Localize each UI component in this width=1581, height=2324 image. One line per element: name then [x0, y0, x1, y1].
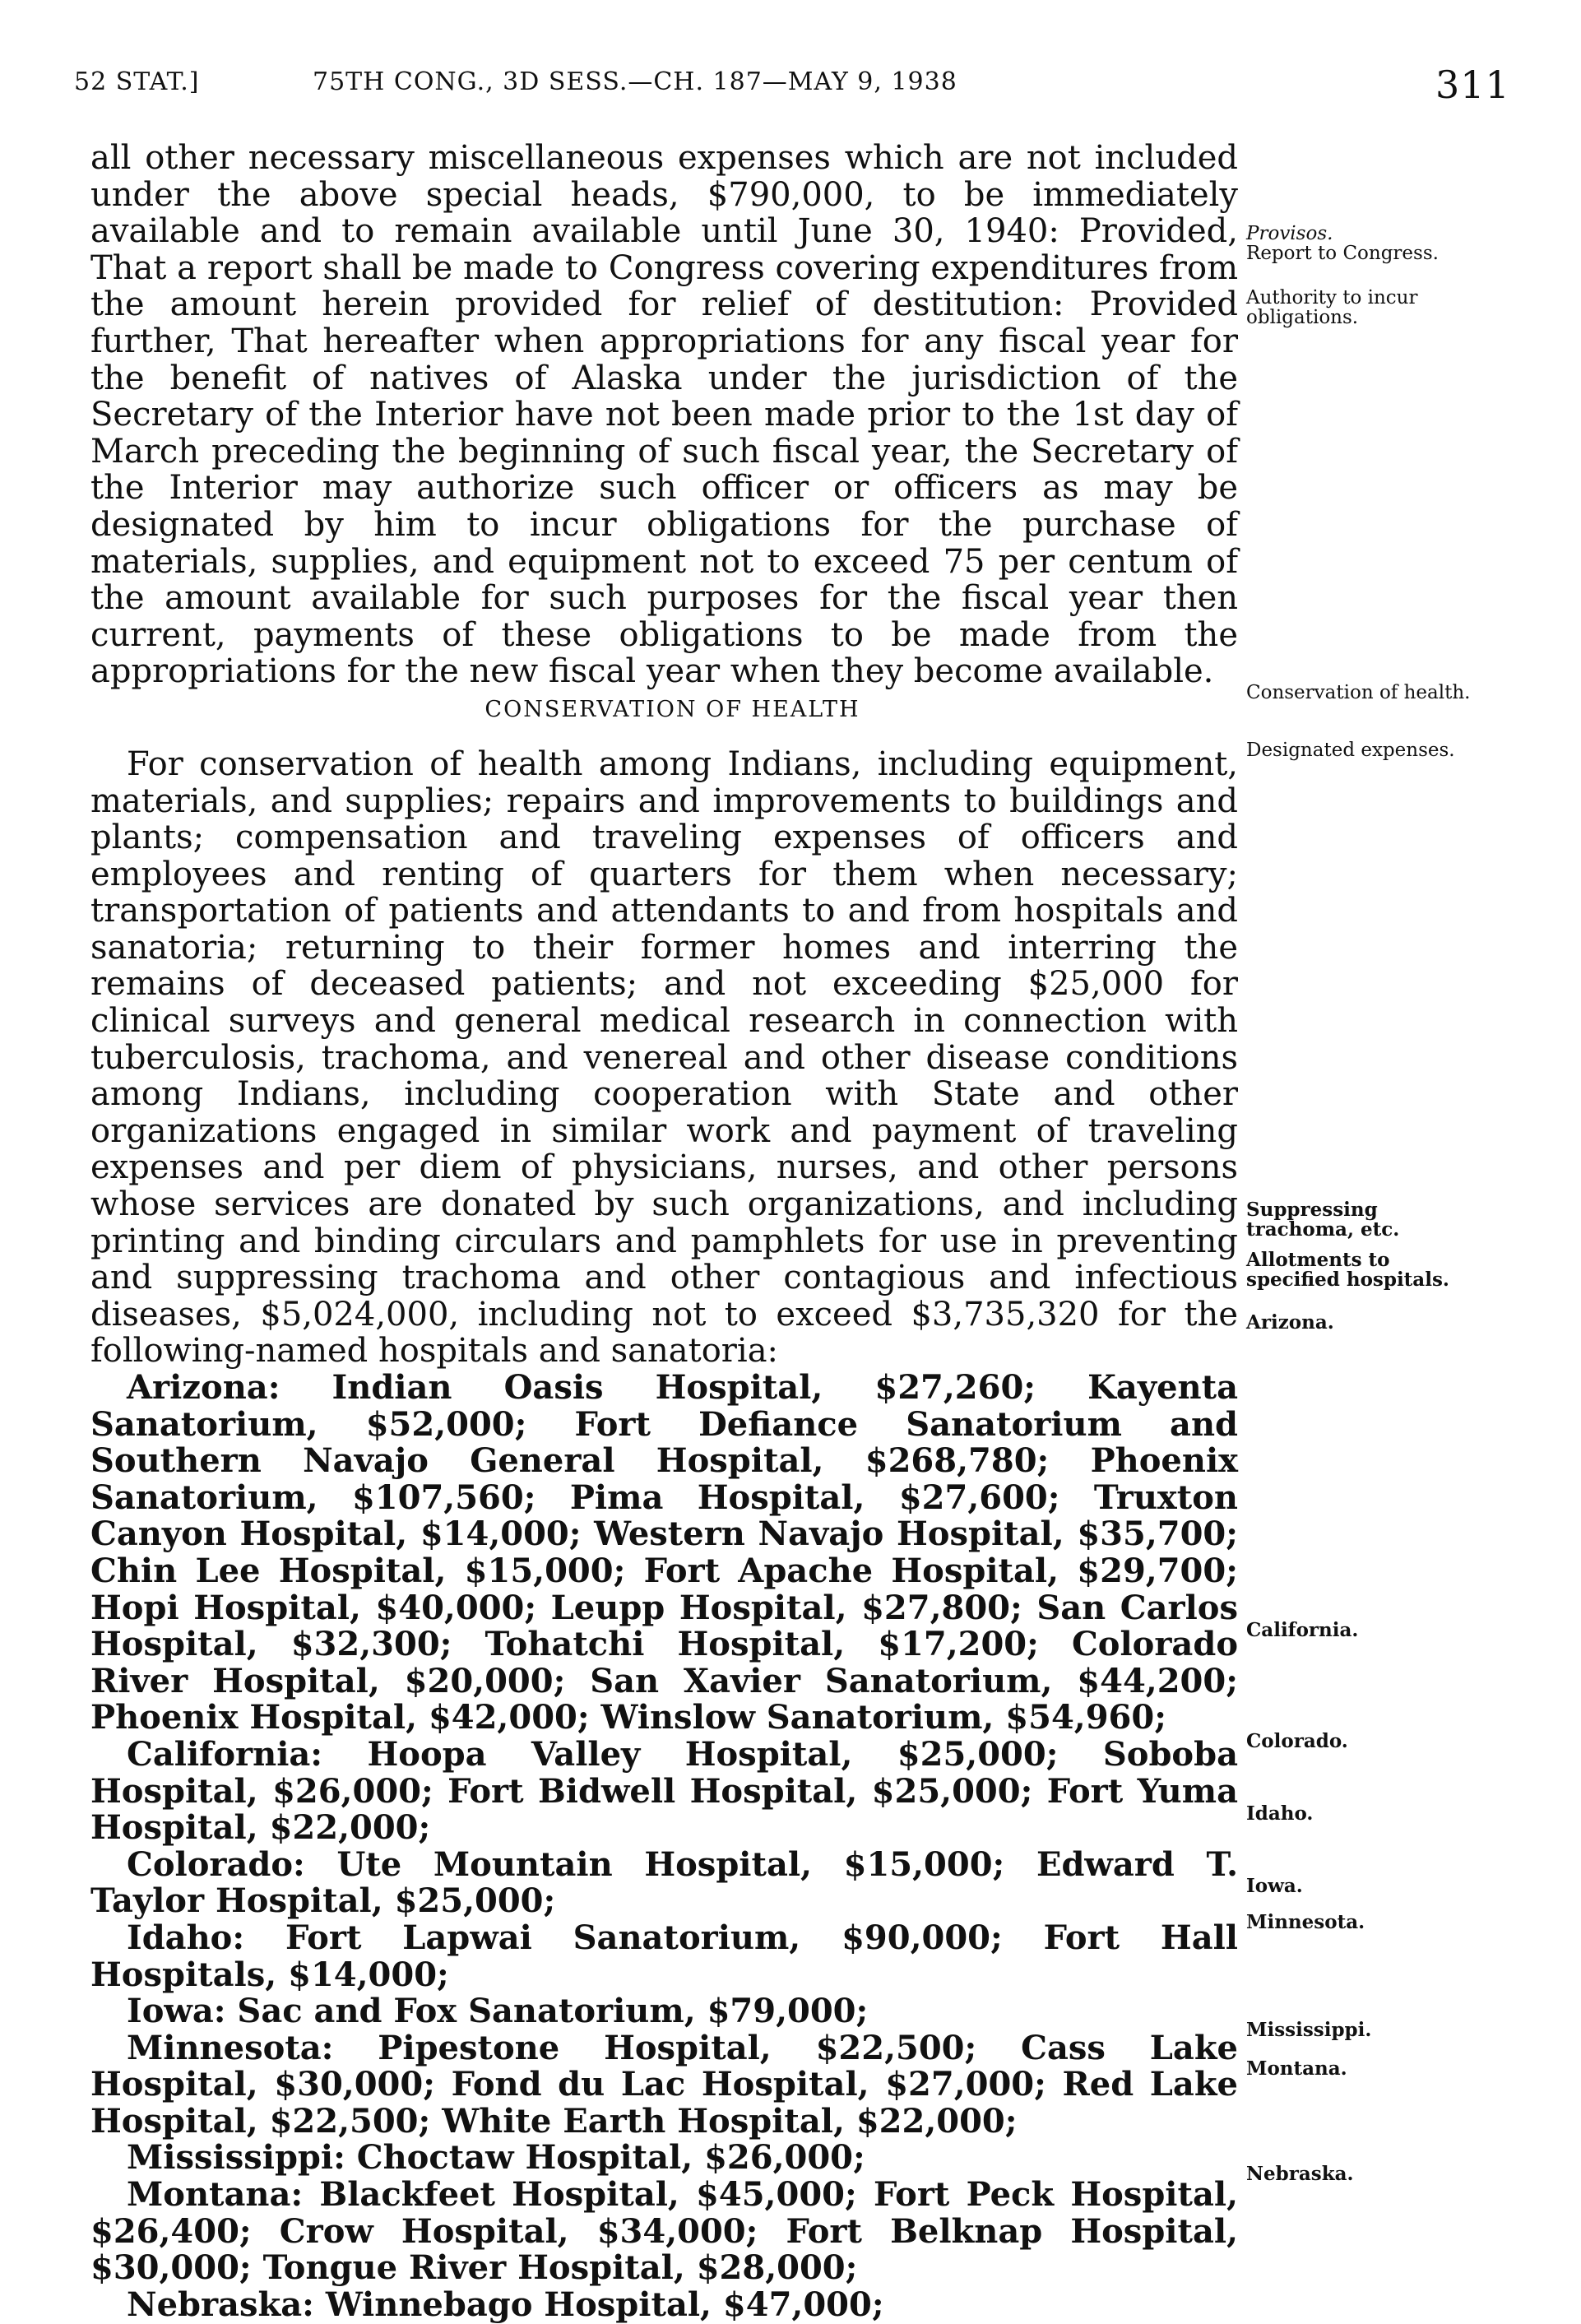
- paragraph-mississippi: Mississippi: Choctaw Hospital, $26,000;: [127, 2138, 865, 2178]
- note-provisos: Provisos.: [1246, 223, 1333, 244]
- paragraph-colorado: Colorado: Ute Mountain Hospital, $15,000; Edward T. Taylor Hospital, $25,000;: [90, 1844, 1238, 1921]
- paragraph-minnesota: Minnesota: Pipestone Hospital, $22,500; Cass Lake Hospital, $30,000; Fond du Lac Hospital, $27,000; Red Lake Hospital, $22,500; White Earth Hospital, $22,000;: [90, 2028, 1238, 2141]
- paragraph-arizona: Arizona: Indian Oasis Hospital, $27,260; Kayenta Sanatorium, $52,000; Fort Defiance Sanatorium and Southern Navajo General Hospital, $268,780; Phoenix Sanatorium, $107,560; Pima Hospital, $27,600; Truxton Canyon Hospital, $14,000; Western Navajo Hospital, $35,700; Chin Lee Hospital, $15,000; Fort Apache Hospital, $29,700; Hopi Hospital, $40,000; Leupp Hospital, $27,800; San Carlos Hospital, $32,300; Tohatchi Hospital, $17,200; Colorado River Hospital, $20,000; San Xavier Sanatorium, $44,200; Phoenix Hospital, $42,000; Winslow Sanatorium, $54,960;: [90, 1368, 1238, 1737]
- note-mississippi: Mississippi.: [1246, 2019, 1372, 2041]
- paragraph-montana: Montana: Blackfeet Hospital, $45,000; Fort Peck Hospital, $26,400; Crow Hospital, $34,000; Fort Belknap Hospital, $30,000; Tongue River Hospital, $28,000;: [90, 2175, 1238, 2288]
- section-heading: CONSERVATION OF HEALTH: [484, 696, 860, 722]
- note-idaho: Idaho.: [1246, 1802, 1314, 1825]
- note-iowa: Iowa.: [1246, 1875, 1303, 1897]
- note-designated-expenses: Designated expenses.: [1246, 740, 1455, 761]
- paragraph-california: California: Hoopa Valley Hospital, $25,000; Soboba Hospital, $26,000; Fort Bidwell Hospital, $25,000; Fort Yuma Hospital, $22,000;: [90, 1734, 1238, 1848]
- note-arizona: Arizona.: [1246, 1311, 1334, 1334]
- paragraph-idaho: Idaho: Fort Lapwai Sanatorium, $90,000; Fort Hall Hospitals, $14,000;: [90, 1918, 1238, 1994]
- note-minnesota: Minnesota.: [1246, 1911, 1365, 1933]
- paragraph-nebraska: Nebraska: Winnebago Hospital, $47,000;: [127, 2285, 884, 2324]
- note-allotments: Allotments to specified hospitals.: [1246, 1249, 1449, 1291]
- note-authority: Authority to incur obligations.: [1246, 287, 1418, 328]
- main-text: [90, 140, 1238, 2323]
- paragraph-misc-expenses: all other necessary miscellaneous expenses which are not included under the above special heads, $790,000, to be immediately available and to remain available until June 30, 1940: Provided, That a report shall be made to Congress covering expenditures from the amount herein provided for relief of destitution: Provided further, That hereafter when appropriations for any fiscal year for the benefit of natives of Alaska under the jurisdiction of the Secretary of the Interior have not been made prior to the 1st day of March preceding the beginning of such fiscal year, the Secretary of the Interior may authorize such officer or officers as may be designated by him to incur obligations for the purchase of materials, supplies, and equipment not to exceed 75 per centum of the amount available for such purposes for the fiscal year then current, payments of these obligations to be made from the appropriations for the new fiscal year when they become available.: [90, 139, 1238, 691]
- note-conservation-of-health: Conservation of health.: [1246, 682, 1471, 703]
- note-colorado: Colorado.: [1246, 1730, 1348, 1752]
- note-california: California.: [1246, 1619, 1359, 1641]
- note-suppressing-trachoma: Suppressing trachoma, etc.: [1246, 1199, 1400, 1241]
- page-header: [0, 0, 1581, 132]
- note-montana: Montana.: [1246, 2057, 1347, 2080]
- page-number: 311: [1435, 63, 1510, 107]
- paragraph-iowa: Iowa: Sac and Fox Sanatorium, $79,000;: [127, 1992, 869, 2031]
- note-report-to-congress: Report to Congress.: [1246, 243, 1439, 264]
- note-nebraska: Nebraska.: [1246, 2163, 1354, 2185]
- running-head: 75TH CONG., 3D SESS.—CH. 187—MAY 9, 1938: [313, 67, 957, 96]
- paragraph-conservation-of-health: For conservation of health among Indians, including equipment, materials, and supplies; repairs and improvements to buildings and plants; compensation and traveling expenses of officers and employees and renting of quarters for them when necessary; transportation of patients and attendants to and from hospitals and sanatoria; returning to their former homes and interring the remains of deceased patients; and not exceeding $25,000 for clinical surveys and general medical research in connection with tuberculosis, trachoma, and venereal and other disease conditions among Indians, including cooperation with State and other organizations engaged in similar work and payment of traveling expenses and per diem of physicians, nurses, and other persons whose services are donated by such organizations, and including printing and binding circulars and pamphlets for use in preventing and suppressing trachoma and other contagious and infectious diseases, $5,024,000, including not to exceed $3,735,320 for the following-named hospitals and sanatoria:: [90, 745, 1238, 1371]
- statute-reference: 52 STAT.]: [74, 67, 200, 96]
